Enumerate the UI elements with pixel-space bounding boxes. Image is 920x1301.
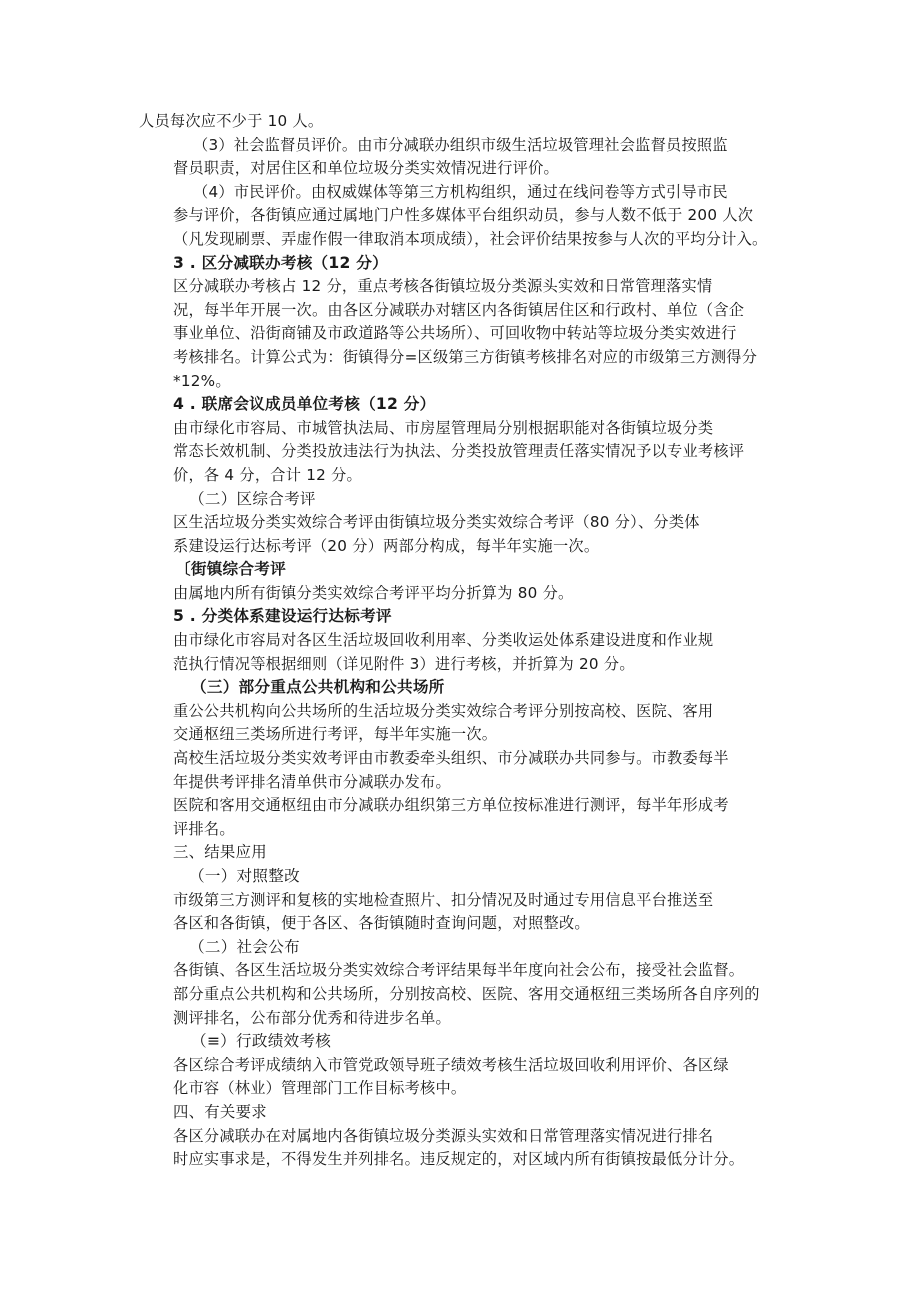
text-line: 区生活垃圾分类实效综合考评由街镇垃圾分类实效综合考评（80 分）、分类体	[173, 513, 700, 532]
text-line: 测评排名，公布部分优秀和待进步名单。	[173, 1008, 451, 1027]
text-line: *12%。	[173, 371, 231, 390]
text-line: 各区和各街镇，便于各区、各街镇随时查询问题，对照整改。	[173, 914, 590, 933]
text-line: 部分重点公共机构和公共场所，分别按高校、医院、客用交通枢纽三类场所各自序列的	[173, 984, 760, 1003]
text-line: 各区综合考评成绩纳入市管党政领导班子绩效考核生活垃圾回收利用评价、各区绿	[173, 1055, 729, 1074]
text-line: （3）社会监督员评价。由市分减联办组织市级生活垃圾管理社会监督员按照监	[193, 135, 728, 154]
text-line: 由市绿化市容局对各区生活垃圾回收利用率、分类收运处体系建设进度和作业规	[173, 631, 714, 650]
text-line: 医院和客用交通枢纽由市分减联办组织第三方单位按标准进行测评，每半年形成考	[173, 796, 729, 815]
text-line: 各区分减联办在对属地内各街镇垃圾分类源头实效和日常管理落实情况进行排名	[173, 1126, 714, 1145]
text-line: （4）市民评价。由权威媒体等第三方机构组织，通过在线问卷等方式引导市民	[193, 182, 728, 201]
text-line: 重公公共机构向公共场所的生活垃圾分类实效综合考评分别按高校、医院、客用	[173, 701, 714, 720]
section-heading: （≡）行政绩效考核	[191, 1032, 332, 1051]
text-line: 督员职责，对居住区和单位垃圾分类实效情况进行评价。	[173, 159, 559, 178]
text-line: 市级第三方测评和复核的实地检查照片、扣分情况及时通过专用信息平台推送至	[173, 890, 714, 909]
text-line: 常态长效机制、分类投放违法行为执法、分类投放管理责任落实情况予以专业考核评	[173, 442, 745, 461]
text-line: 范执行情况等根据细则（详见附件 3）进行考核，并折算为 20 分。	[173, 654, 635, 673]
text-line: 由属地内所有街镇分类实效综合考评平均分折算为 80 分。	[173, 583, 574, 602]
section-heading: 5 . 分类体系建设运行达标考评	[173, 607, 392, 626]
text-line: 评排名。	[173, 819, 235, 838]
text-line: 价，各 4 分，合计 12 分。	[173, 465, 362, 484]
text-line: 年提供考评排名清单供市分减联办发布。	[173, 772, 451, 791]
text-line: 交通枢纽三类场所进行考评，每半年实施一次。	[173, 725, 498, 744]
section-heading: （三）部分重点公共机构和公共场所	[191, 678, 445, 697]
text-line: 考核排名。计算公式为：街镇得分=区级第三方街镇考核排名对应的市级第三方测得分	[173, 347, 758, 366]
section-heading: 〔街镇综合考评	[175, 560, 286, 579]
section-heading: 四、有关要求	[173, 1102, 267, 1121]
text-line: 时应实事求是，不得发生并列排名。违反规定的，对区域内所有街镇按最低分计分。	[173, 1150, 745, 1169]
text-line: 区分减联办考核占 12 分，重点考核各街镇垃圾分类源头实效和日常管理落实情	[173, 277, 713, 296]
text-line: 各街镇、各区生活垃圾分类实效综合考评结果每半年度向社会公布，接受社会监督。	[173, 961, 745, 980]
text-line: 高校生活垃圾分类实效考评由市教委牵头组织、市分减联办共同参与。市教委每半	[173, 749, 729, 768]
text-line: （凡发现刷票、弄虚作假一律取消本项成绩），社会评价结果按参与人次的平均分计入。	[173, 229, 768, 248]
text-line: 化市容（林业）管理部门工作目标考核中。	[173, 1079, 467, 1098]
text-line: 由市绿化市容局、市城管执法局、市房屋管理局分别根据职能对各街镇垃圾分类	[173, 418, 714, 437]
text-line: 人员每次应不少于 10 人。	[139, 112, 324, 130]
section-heading: 三、结果应用	[173, 843, 267, 862]
section-heading: （一）对照整改	[189, 867, 300, 885]
text-line: 事业单位、沿街商铺及市政道路等公共场所）、可回收物中转站等垃圾分类实效进行	[173, 324, 737, 343]
text-line: 况，每半年开展一次。由各区分减联办对辖区内各街镇居住区和行政村、单位（含企	[173, 300, 745, 319]
document-body	[139, 110, 789, 1172]
section-heading: 3 . 区分减联办考核（12 分）	[173, 253, 388, 272]
text-line: 系建设运行达标考评（20 分）两部分构成，每半年实施一次。	[173, 536, 600, 555]
section-heading: 4 . 联席会议成员单位考核（12 分）	[173, 395, 436, 414]
section-heading: （二）社会公布	[189, 937, 300, 956]
section-heading: （二）区综合考评	[189, 489, 316, 508]
text-line: 参与评价，各街镇应通过属地门户性多媒体平台组织动员，参与人数不低于 200 人次	[173, 206, 754, 225]
